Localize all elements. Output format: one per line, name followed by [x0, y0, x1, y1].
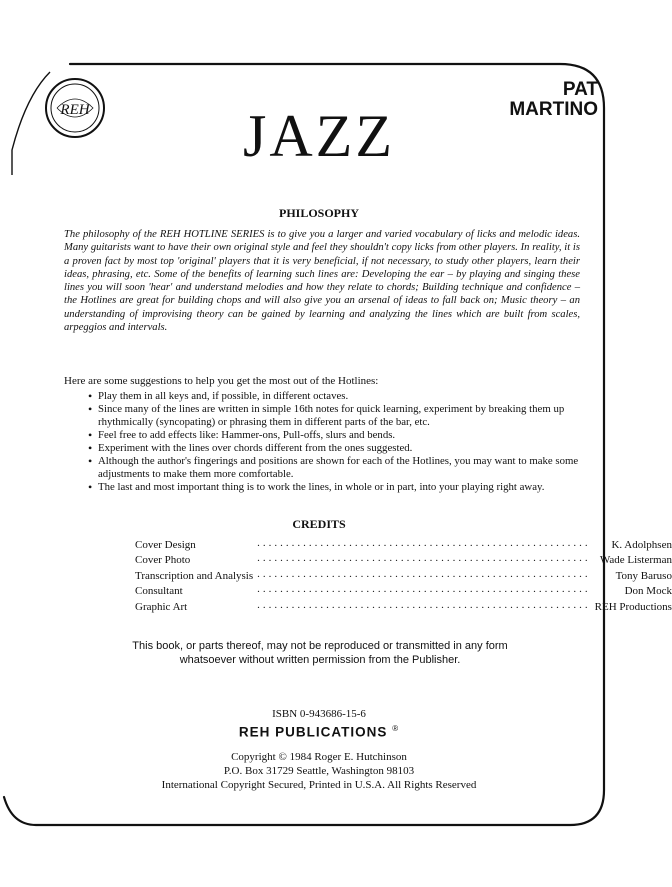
philosophy-text: The philosophy of the REH HOTLINE SERIES is to give you a larger and varied vocabulary of licks and melodic ideas. Many guitarists want to have their own original style and feel they shouldn't copy licks from other players. In reality, it is a proven fact by most top 'original' players that it is very beneficial, if not necessary, to study other players, learn their ideas, phrasing, etc. Some of the benefits of learning such lines are: Developing the ear – by playing and singing these lines you will soon 'hear' and understand melodies and how they relate to chords; Building technique and confidence – the Hotlines are great for building chops and will also give you an arsenal of ideas to fall back on; Music theory – an understanding of improvising theory can be gained by learning and analyzing the lines which are built from scales, arpeggios and intervals. [64, 229, 580, 334]
credit-name: Wade Listerman [599, 554, 672, 566]
credit-role: Cover Photo [135, 554, 191, 566]
credit-role: Cover Design [135, 538, 196, 551]
credit-name: K. Adolphsen [611, 538, 672, 551]
reproduction-notice: This book, or parts thereof, may not be reproduced or transmitted in any form whatsoever without written permission from the Publisher. [132, 640, 508, 666]
credit-role: Graphic Art [135, 600, 188, 613]
book-title: JAZZ [243, 103, 395, 169]
leader-dots: .......................................................... [257, 583, 591, 595]
list-item: • The last and most important thing is to work the lines, in whole or in part, into your playing right away. [88, 481, 582, 494]
address-line: P.O. Box 31729 Seattle, Washington 98103 [223, 765, 415, 777]
leader-dots: .......................................................... [257, 598, 591, 611]
list-item: • Play them in all keys and, if possible, in different octaves. [88, 390, 582, 403]
credit-role: Transcription and Analysis [135, 569, 254, 582]
list-item: • Feel free to add effects like: Hammer-ons, Pull-offs, slurs and bends. [88, 429, 582, 442]
list-item: • Experiment with the lines over chords different from the ones suggested. [88, 442, 582, 455]
credit-row [135, 551, 672, 567]
credits-heading: CREDITS [292, 517, 346, 531]
suggestions-list [88, 390, 582, 494]
credit-row [135, 597, 672, 613]
leader-dots: .......................................................... [257, 552, 591, 564]
leader-dots: .......................................................... [257, 567, 591, 580]
registered-mark: ® [392, 724, 400, 733]
philosophy-heading: PHILOSOPHY [278, 206, 359, 220]
list-item: • Although the author's fingerings and positions are shown for each of the Hotlines, you may want to make some adjustments to make them more comfortable. [88, 455, 582, 481]
credit-row [135, 582, 672, 598]
copyright-block [0, 750, 638, 792]
list-item: • Since many of the lines are written in simple 16th notes for quick learning, experiment by breaking them up rhythmically (syncopating) or phrasing them in different parts of the bar, etc. [88, 403, 582, 429]
credit-row [135, 535, 672, 551]
credit-row [135, 566, 672, 582]
author-first-name: PAT [562, 79, 598, 100]
credits-table [135, 535, 672, 613]
publisher-label: REH PUBLICATIONS [238, 724, 388, 740]
publisher-name [0, 724, 638, 740]
copyright-line: Copyright © 1984 Roger E. Hutchinson [231, 751, 407, 763]
credit-name: Don Mock [624, 585, 672, 597]
isbn: ISBN 0-943686-15-6 [272, 708, 366, 720]
suggestions-lead: Here are some suggestions to help you get the most out of the Hotlines: [64, 375, 379, 387]
credit-name: Tony Baruso [615, 569, 672, 582]
svg-text:REH: REH [60, 102, 90, 118]
rights-line: International Copyright Secured, Printed in U.S.A. All Rights Reserved [161, 779, 477, 791]
author-last-name: MARTINO [509, 99, 598, 120]
credit-name: REH Productions [594, 600, 672, 613]
leader-dots: .......................................................... [257, 536, 591, 549]
credit-role: Consultant [135, 585, 183, 597]
